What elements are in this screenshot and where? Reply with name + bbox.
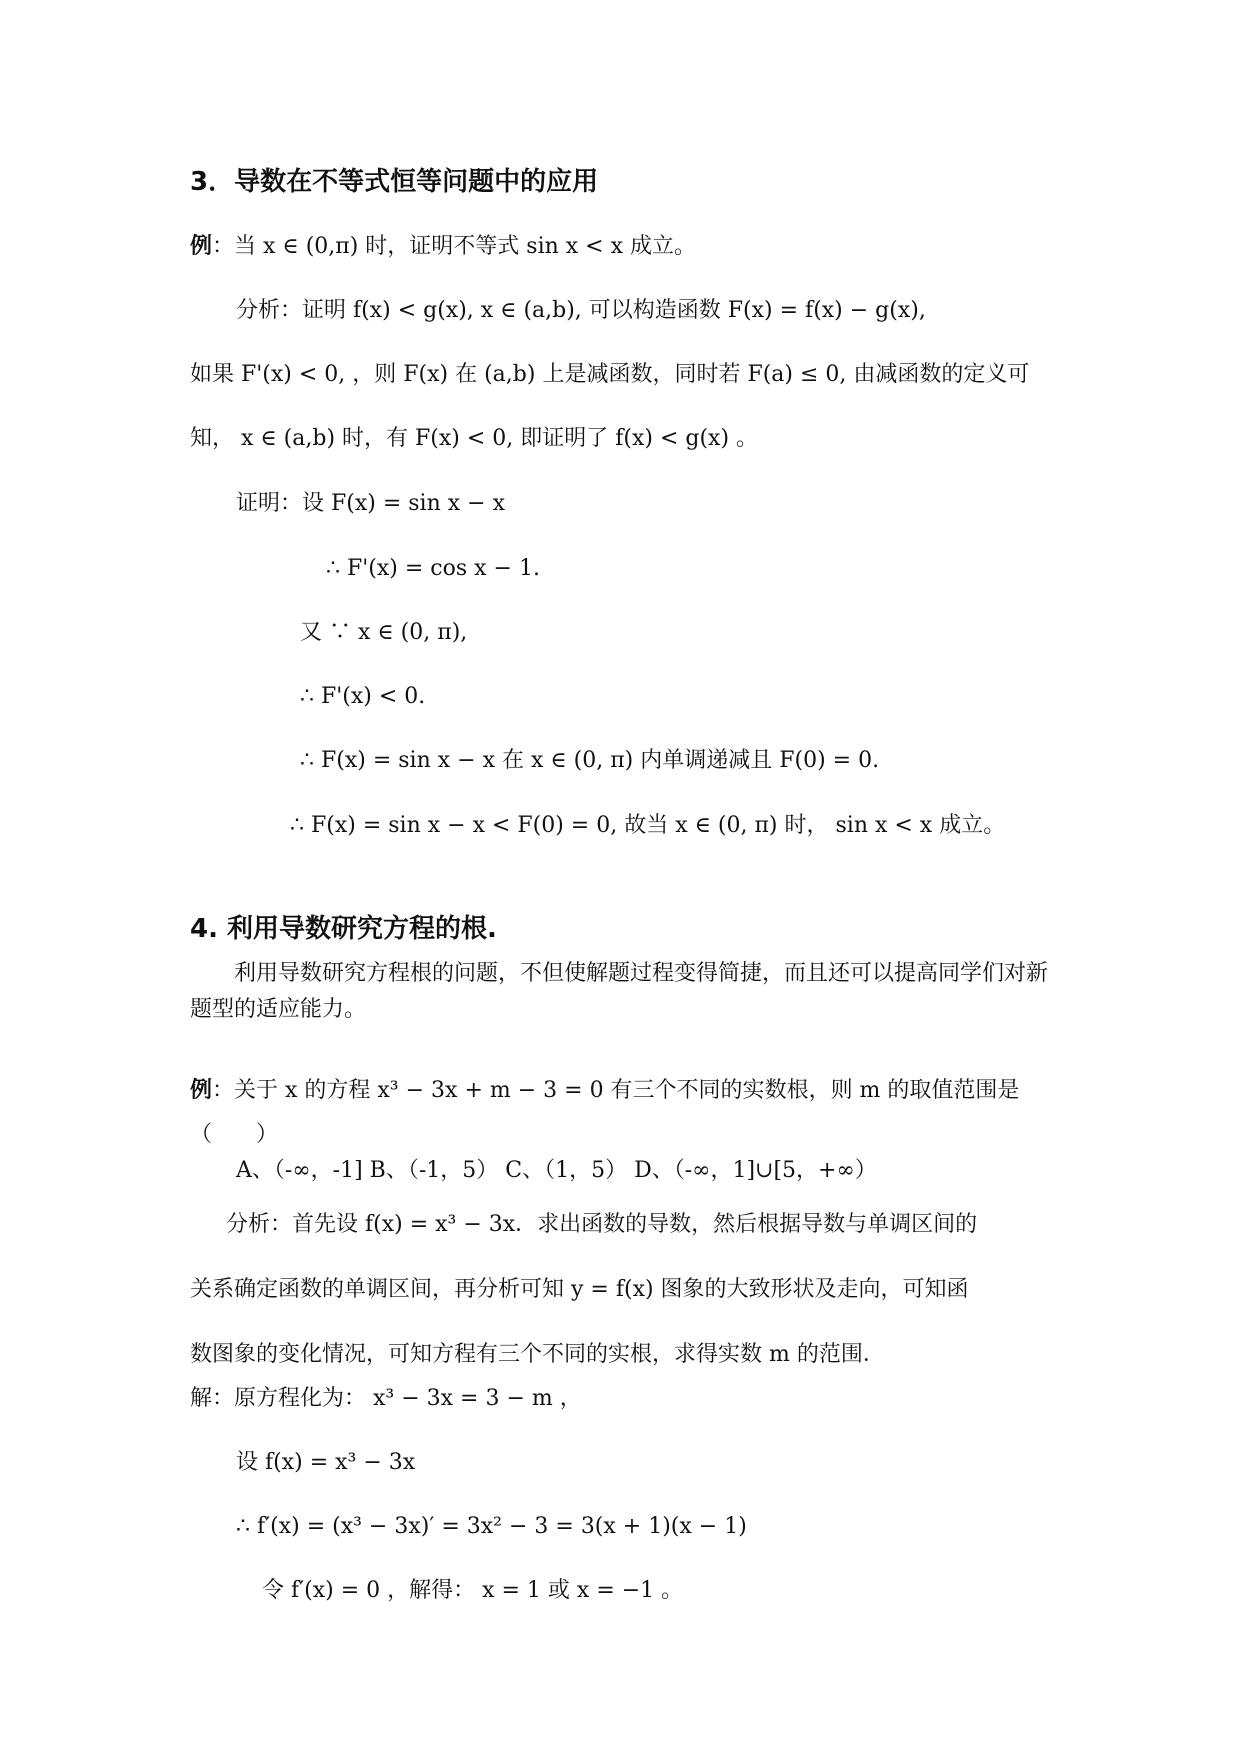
analysis-line: 知， x ∈ (a,b) 时，有 F(x) < 0, 即证明了 f(x) < g(x) 。 — [190, 426, 759, 451]
solution-line: 设 f(x) = x³ − 3x — [236, 1450, 416, 1475]
section-3-heading: 3．导数在不等式恒等问题中的应用 — [190, 167, 599, 197]
proof-line: ∴ F(x) = sin x − x < F(0) = 0, 故当 x ∈ (0, π) 时， sin x < x 成立。 — [290, 813, 1006, 838]
section-4-heading: 4. 利用导数研究方程的根. — [190, 914, 497, 944]
example-3 — [190, 232, 696, 262]
proof-line: ∴ F'(x) = cos x − 1. — [326, 556, 540, 581]
proof-line: 又 ∵ x ∈ (0, π), — [300, 620, 468, 645]
example-text: ：当 x ∈ (0,π) 时，证明不等式 sin x < x 成立。 — [212, 234, 697, 259]
answer-options: A、（-∞，-1] B、（-1，5） C、（1，5） D、（-∞，1]∪[5，+∞） — [236, 1158, 877, 1183]
analysis-line: 关系确定函数的单调区间，再分析可知 y = f(x) 图象的大致形状及走向，可知函 — [190, 1277, 969, 1302]
answer-blank: （ ） — [190, 1122, 279, 1147]
example-lead: 例 — [190, 234, 213, 259]
analysis-line: 如果 F'(x) < 0, ，则 F(x) 在 (a,b) 上是减函数，同时若 F(a) ≤ 0, 由减函数的定义可 — [190, 362, 1030, 387]
analysis-line: 数图象的变化情况，可知方程有三个不同的实根，求得实数 m 的范围． — [190, 1342, 885, 1367]
example-lead: 例 — [190, 1078, 213, 1103]
example-text: ：关于 x 的方程 x³ − 3x + m − 3 = 0 有三个不同的实数根，则 m 的取值范围是 — [212, 1078, 1020, 1103]
example-4 — [190, 1076, 1019, 1106]
solution-line: 解：原方程化为： x³ − 3x = 3 − m ， — [190, 1386, 582, 1411]
section-4-intro: 利用导数研究方程根的问题，不但使解题过程变得简捷，而且还可以提高同学们对新题型的适应能力。 — [190, 961, 1049, 1022]
analysis-line: 分析：证明 f(x) < g(x), x ∈ (a,b), 可以构造函数 F(x) = f(x) − g(x), — [236, 298, 926, 323]
proof-line: ∴ F(x) = sin x − x 在 x ∈ (0, π) 内单调递减且 F(0) = 0. — [300, 748, 880, 773]
solution-line: ∴ f′(x) = (x³ − 3x)′ = 3x² − 3 = 3(x + 1)(x − 1) — [236, 1514, 747, 1539]
proof-line: ∴ F'(x) < 0. — [300, 684, 426, 709]
analysis-line: 分析：首先设 f(x) = x³ − 3x．求出函数的导数，然后根据导数与单调区间的 — [226, 1212, 978, 1237]
proof-line: 证明：设 F(x) = sin x − x — [236, 491, 505, 516]
solution-line: 令 f′(x) = 0 ，解得： x = 1 或 x = −1 。 — [262, 1578, 684, 1603]
